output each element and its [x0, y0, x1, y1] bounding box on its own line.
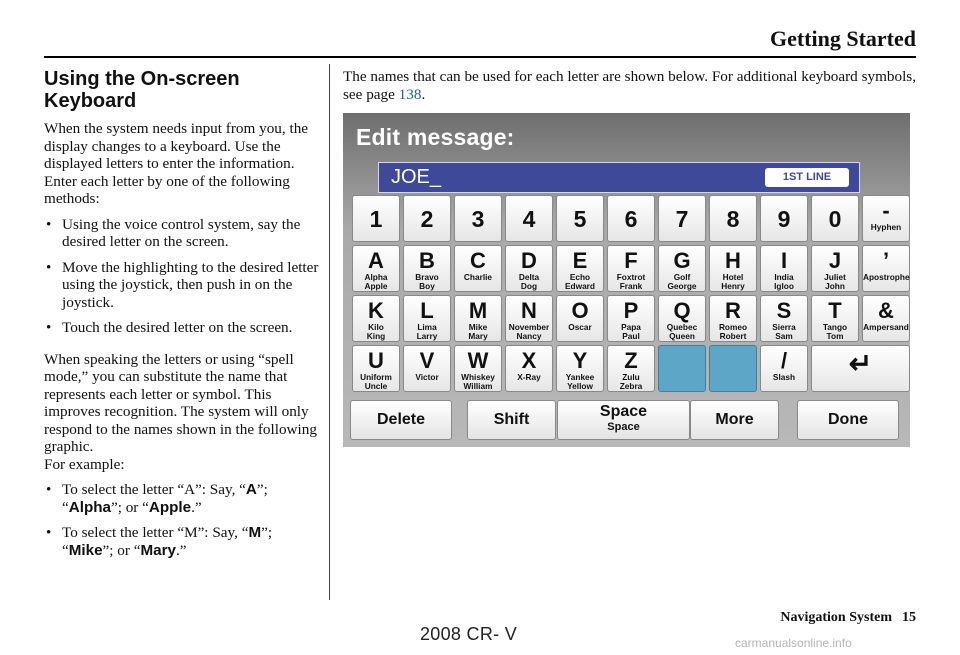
- space-button[interactable]: [557, 400, 690, 440]
- key-char: 6: [624, 206, 638, 232]
- key-hotel[interactable]: [709, 245, 757, 292]
- delete-button[interactable]: Delete: [350, 400, 452, 440]
- method-item: • Using the voice control system, say the desired letter on the screen.: [44, 216, 322, 251]
- watermark: carmanualsonline.info: [735, 636, 852, 650]
- key-name: India Igloo: [774, 272, 794, 291]
- key-char: B: [419, 248, 435, 273]
- key-name: Yankee Yellow: [565, 372, 595, 391]
- key-char: A: [368, 248, 384, 273]
- key-november[interactable]: [505, 295, 553, 342]
- shift-button[interactable]: Shift: [467, 400, 556, 440]
- model-label: 2008 CR- V: [420, 624, 518, 644]
- key-name: X-Ray: [517, 372, 541, 382]
- key-blank: [658, 345, 706, 392]
- key-india[interactable]: [760, 245, 808, 292]
- line-select-button[interactable]: 1ST LINE: [765, 168, 849, 187]
- done-button[interactable]: Done: [797, 400, 899, 440]
- key-char: F: [624, 248, 638, 273]
- key-char: 8: [726, 206, 740, 232]
- key-char: T: [828, 298, 842, 323]
- key-name: Kilo King: [366, 322, 386, 341]
- key-digit-2[interactable]: [403, 195, 451, 242]
- method-item: • Move the highlighting to the desired letter using the joystick, then push in on the joystick.: [44, 259, 322, 312]
- message-input[interactable]: [378, 162, 860, 193]
- intro-paragraph: When the system needs input from you, the display changes to a keyboard. Use the displayed letters to enter the information. Enter each letter by one of the following methods:: [44, 120, 309, 207]
- key-papa[interactable]: [607, 295, 655, 342]
- key-char: I: [780, 248, 788, 273]
- examples-list: [44, 481, 322, 559]
- key-sierra[interactable]: [760, 295, 808, 342]
- key-char: 2: [420, 206, 434, 232]
- key-name: Alpha Apple: [364, 272, 388, 291]
- key-char: L: [420, 298, 434, 323]
- footer-section: Navigation System: [780, 610, 892, 625]
- spell-mode-paragraph: When speaking the letters or using “spell mode,” you can substitute the name that represents each letter or symbol. This improves recognition. The system will only respond to the names shown in the following graphic.: [44, 350, 317, 455]
- enter-key[interactable]: [811, 345, 910, 392]
- key-name: Quebec Queen: [666, 322, 698, 341]
- key-name: Delta Dog: [518, 272, 540, 291]
- key-digit-3[interactable]: [454, 195, 502, 242]
- key-uniform[interactable]: [352, 345, 400, 392]
- key-char: C: [470, 248, 486, 273]
- key-char: O: [571, 298, 589, 323]
- key-name: Sierra Sam: [772, 322, 796, 341]
- key-char: 7: [675, 206, 689, 232]
- key-romeo[interactable]: [709, 295, 757, 342]
- left-column: [44, 68, 322, 567]
- space-button-sublabel: Space: [607, 421, 640, 433]
- key-quebec[interactable]: [658, 295, 706, 342]
- key-oscar[interactable]: [556, 295, 604, 342]
- key-char: 3: [471, 206, 485, 232]
- key-name: Bravo Boy: [415, 272, 439, 291]
- key-kilo[interactable]: [352, 295, 400, 342]
- key-blank: [709, 345, 757, 392]
- section-title: Using the On-screen Keyboard: [44, 68, 240, 112]
- example-item: • To select the letter “A”: Say, “A”; “Alpha”; or “Apple.”: [44, 481, 322, 516]
- footer-page-info: [770, 610, 916, 626]
- key-name: Victor: [415, 372, 439, 382]
- key-echo[interactable]: [556, 245, 604, 292]
- key-mike[interactable]: [454, 295, 502, 342]
- key-char: ’: [882, 248, 890, 273]
- key-name: Uniform Uncle: [360, 372, 392, 391]
- page-reference-link[interactable]: 138: [398, 85, 422, 103]
- key-digit-0[interactable]: [811, 195, 859, 242]
- key-yankee[interactable]: [556, 345, 604, 392]
- example-item: • To select the letter “M”: Say, “M”; “Mike”; or “Mary.”: [44, 524, 322, 559]
- key-name: Juliet John: [824, 272, 846, 291]
- key-alpha[interactable]: [352, 245, 400, 292]
- key-hyphen[interactable]: [862, 195, 910, 242]
- key-char: H: [725, 248, 741, 273]
- key-char: 1: [369, 206, 383, 232]
- key-char: Y: [572, 348, 588, 373]
- key-char: S: [776, 298, 792, 323]
- key-delta[interactable]: [505, 245, 553, 292]
- key-name: Foxtrot Frank: [616, 272, 646, 291]
- key-char: &: [878, 298, 894, 323]
- screen-title: Edit message:: [356, 124, 515, 150]
- key-digit-6[interactable]: [607, 195, 655, 242]
- message-input-value: JOE_: [391, 166, 442, 188]
- key-name: Oscar: [568, 322, 592, 332]
- key-digit-7[interactable]: [658, 195, 706, 242]
- key-golf[interactable]: [658, 245, 706, 292]
- key-char: U: [368, 348, 384, 373]
- key-foxtrot[interactable]: [607, 245, 655, 292]
- keyboard-screen: [343, 113, 910, 447]
- key-digit-8[interactable]: [709, 195, 757, 242]
- key-juliet[interactable]: [811, 245, 859, 292]
- key-tango[interactable]: [811, 295, 859, 342]
- key-char: X: [521, 348, 537, 373]
- key-name: Hyphen: [870, 222, 902, 232]
- key-lima[interactable]: [403, 295, 451, 342]
- key-charlie[interactable]: [454, 245, 502, 292]
- key-char: Q: [673, 298, 691, 323]
- key-char: G: [673, 248, 691, 273]
- key-name: Charlie: [463, 272, 493, 282]
- key-digit-5[interactable]: [556, 195, 604, 242]
- key-name: Apostrophe: [863, 272, 910, 282]
- key-char: 5: [573, 206, 587, 232]
- key-apostrophe[interactable]: [862, 245, 910, 292]
- right-intro: The names that can be used for each letter are shown below. For additional keyboard symbols, see page 138.: [343, 68, 917, 103]
- key-name: Golf George: [667, 272, 697, 291]
- key-char: W: [467, 348, 489, 373]
- key-char: Z: [624, 348, 638, 373]
- key-name: Ampersand: [863, 322, 909, 332]
- column-divider: [329, 64, 330, 600]
- key-name: Mike Mary: [468, 322, 488, 341]
- key-zulu[interactable]: [607, 345, 655, 392]
- key-digit-4[interactable]: [505, 195, 553, 242]
- key-name: Tango Tom: [822, 322, 848, 341]
- key-bravo[interactable]: [403, 245, 451, 292]
- enter-arrow-icon: ↵: [848, 348, 873, 379]
- key-name: Zulu Zebra: [619, 372, 643, 391]
- key-name: November Nancy: [508, 322, 550, 341]
- key-char: P: [623, 298, 639, 323]
- key-char: 4: [522, 206, 536, 232]
- key-ampersand[interactable]: [862, 295, 910, 342]
- key-x-ray[interactable]: [505, 345, 553, 392]
- key-char: K: [368, 298, 384, 323]
- key-char: /: [780, 348, 788, 373]
- key-whiskey[interactable]: [454, 345, 502, 392]
- key-name: Slash: [772, 372, 796, 382]
- page-header-title: Getting Started: [769, 26, 916, 51]
- method-item: • Touch the desired letter on the screen.: [44, 319, 322, 337]
- key-victor[interactable]: [403, 345, 451, 392]
- space-button-label: Space: [599, 403, 648, 420]
- key-char: 9: [777, 206, 791, 232]
- key-digit-1[interactable]: [352, 195, 400, 242]
- more-button[interactable]: More: [690, 400, 779, 440]
- key-name: Papa Paul: [621, 322, 641, 341]
- key-char: D: [521, 248, 537, 273]
- key-name: Hotel Henry: [721, 272, 745, 291]
- key-name: Lima Larry: [416, 322, 438, 341]
- key-char: M: [468, 298, 488, 323]
- key-char: -: [882, 198, 890, 223]
- key-char: R: [725, 298, 741, 323]
- key-char: N: [521, 298, 537, 323]
- header-rule: [44, 56, 916, 58]
- key-name: Echo Edward: [565, 272, 595, 291]
- key-name: Whiskey William: [461, 372, 495, 391]
- for-example-label: For example:: [44, 455, 125, 473]
- page-number: 15: [902, 610, 916, 625]
- methods-list: [44, 216, 322, 337]
- key-digit-9[interactable]: [760, 195, 808, 242]
- key-name: Romeo Robert: [718, 322, 748, 341]
- key-char: J: [828, 248, 842, 273]
- key-char: V: [419, 348, 435, 373]
- key-slash[interactable]: [760, 345, 808, 392]
- key-char: E: [572, 248, 588, 273]
- key-char: 0: [828, 206, 842, 232]
